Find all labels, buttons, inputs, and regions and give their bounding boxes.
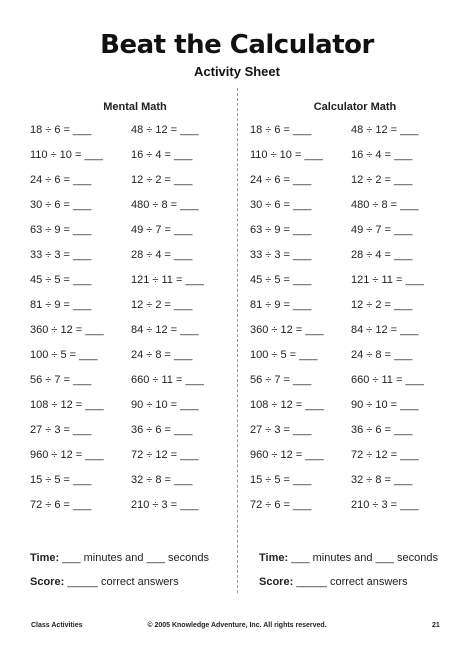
calculator-problem: 90 ÷ 10 = ___ xyxy=(351,399,419,411)
calculator-problem: 960 ÷ 12 = ___ xyxy=(250,449,324,461)
mental-problem: 660 ÷ 11 = ___ xyxy=(131,374,204,386)
calculator-problem: 24 ÷ 8 = ___ xyxy=(351,349,413,361)
mental-problem: 36 ÷ 6 = ___ xyxy=(131,424,193,436)
mental-problem: 48 ÷ 12 = ___ xyxy=(131,124,199,136)
calculator-problem: 100 ÷ 5 = ___ xyxy=(250,349,318,361)
calculator-problem: 36 ÷ 6 = ___ xyxy=(351,424,413,436)
calculator-problem: 12 ÷ 2 = ___ xyxy=(351,174,413,186)
calculator-time-label: Time: xyxy=(259,552,289,564)
mental-time-label: Time: xyxy=(30,552,60,564)
mental-problem: 15 ÷ 5 = ___ xyxy=(30,474,92,486)
calculator-problem: 480 ÷ 8 = ___ xyxy=(351,199,419,211)
mental-math-section xyxy=(30,100,240,523)
page-title: Beat the Calculator xyxy=(100,30,374,60)
calculator-score-label: Score: xyxy=(259,576,294,588)
mental-problem: 110 ÷ 10 = ___ xyxy=(30,149,103,161)
mental-problem: 32 ÷ 8 = ___ xyxy=(131,474,193,486)
mental-problem: 18 ÷ 6 = ___ xyxy=(30,124,92,136)
calculator-problem: 27 ÷ 3 = ___ xyxy=(250,424,312,436)
calculator-score-text: _____ correct answers xyxy=(296,576,408,588)
mental-score-label: Score: xyxy=(30,576,65,588)
mental-score-line xyxy=(30,575,179,589)
mental-problem: 33 ÷ 3 = ___ xyxy=(30,249,92,261)
mental-problem: 480 ÷ 8 = ___ xyxy=(131,199,199,211)
calculator-problem: 121 ÷ 11 = ___ xyxy=(351,274,424,286)
mental-problem: 16 ÷ 4 = ___ xyxy=(131,149,193,161)
calculator-problem: 84 ÷ 12 = ___ xyxy=(351,324,419,336)
calculator-problem: 72 ÷ 6 = ___ xyxy=(250,499,312,511)
mental-problem: 90 ÷ 10 = ___ xyxy=(131,399,199,411)
calculator-problem: 360 ÷ 12 = ___ xyxy=(250,324,324,336)
mental-problem: 108 ÷ 12 = ___ xyxy=(30,399,104,411)
footer-copyright: © 2005 Knowledge Adventure, Inc. All rights reserved. xyxy=(147,622,327,629)
page-number: 21 xyxy=(432,622,440,629)
calculator-problem: 28 ÷ 4 = ___ xyxy=(351,249,413,261)
mental-problem: 30 ÷ 6 = ___ xyxy=(30,199,92,211)
mental-problem: 84 ÷ 12 = ___ xyxy=(131,324,199,336)
calculator-problem: 110 ÷ 10 = ___ xyxy=(250,149,323,161)
calculator-problem: 15 ÷ 5 = ___ xyxy=(250,474,312,486)
mental-problem: 28 ÷ 4 = ___ xyxy=(131,249,193,261)
calculator-math-section xyxy=(250,100,460,523)
calculator-problem: 32 ÷ 8 = ___ xyxy=(351,474,413,486)
mental-math-problems xyxy=(30,123,240,523)
calculator-math-header: Calculator Math xyxy=(313,101,397,113)
mental-math-header: Mental Math xyxy=(103,101,167,113)
mental-time-line xyxy=(30,551,209,565)
mental-problem: 960 ÷ 12 = ___ xyxy=(30,449,104,461)
mental-problem: 49 ÷ 7 = ___ xyxy=(131,224,193,236)
calculator-problem: 48 ÷ 12 = ___ xyxy=(351,124,419,136)
mental-problem: 24 ÷ 6 = ___ xyxy=(30,174,92,186)
calculator-problem: 660 ÷ 11 = ___ xyxy=(351,374,424,386)
calculator-problem: 56 ÷ 7 = ___ xyxy=(250,374,312,386)
calculator-problem: 210 ÷ 3 = ___ xyxy=(351,499,419,511)
calculator-problem: 30 ÷ 6 = ___ xyxy=(250,199,312,211)
calculator-problem: 12 ÷ 2 = ___ xyxy=(351,299,413,311)
calculator-problem: 72 ÷ 12 = ___ xyxy=(351,449,419,461)
calculator-problem: 45 ÷ 5 = ___ xyxy=(250,274,312,286)
mental-problem: 63 ÷ 9 = ___ xyxy=(30,224,92,236)
mental-problem: 56 ÷ 7 = ___ xyxy=(30,374,92,386)
mental-problem: 12 ÷ 2 = ___ xyxy=(131,174,193,186)
mental-problem: 24 ÷ 8 = ___ xyxy=(131,349,193,361)
calculator-time-line xyxy=(259,551,438,565)
mental-problem: 210 ÷ 3 = ___ xyxy=(131,499,199,511)
calculator-problem: 16 ÷ 4 = ___ xyxy=(351,149,413,161)
mental-score-text: _____ correct answers xyxy=(67,576,179,588)
mental-problem: 27 ÷ 3 = ___ xyxy=(30,424,92,436)
calculator-problem: 49 ÷ 7 = ___ xyxy=(351,224,413,236)
calculator-problem: 18 ÷ 6 = ___ xyxy=(250,124,312,136)
calculator-problem: 24 ÷ 6 = ___ xyxy=(250,174,312,186)
mental-problem: 72 ÷ 12 = ___ xyxy=(131,449,199,461)
calculator-problem: 33 ÷ 3 = ___ xyxy=(250,249,312,261)
page-subtitle: Activity Sheet xyxy=(194,64,280,79)
mental-problem: 360 ÷ 12 = ___ xyxy=(30,324,104,336)
calculator-math-problems xyxy=(250,123,460,523)
mental-problem: 45 ÷ 5 = ___ xyxy=(30,274,92,286)
calculator-problem: 63 ÷ 9 = ___ xyxy=(250,224,312,236)
mental-problem: 72 ÷ 6 = ___ xyxy=(30,499,92,511)
mental-problem: 121 ÷ 11 = ___ xyxy=(131,274,204,286)
calculator-problem: 81 ÷ 9 = ___ xyxy=(250,299,312,311)
mental-problem: 12 ÷ 2 = ___ xyxy=(131,299,193,311)
mental-problem: 81 ÷ 9 = ___ xyxy=(30,299,92,311)
calculator-score-line xyxy=(259,575,408,589)
calculator-problem: 108 ÷ 12 = ___ xyxy=(250,399,324,411)
mental-problem: 100 ÷ 5 = ___ xyxy=(30,349,98,361)
footer-section-name: Class Activities xyxy=(31,622,83,629)
calculator-time-text: ___ minutes and ___ seconds xyxy=(291,552,438,564)
mental-time-text: ___ minutes and ___ seconds xyxy=(62,552,209,564)
